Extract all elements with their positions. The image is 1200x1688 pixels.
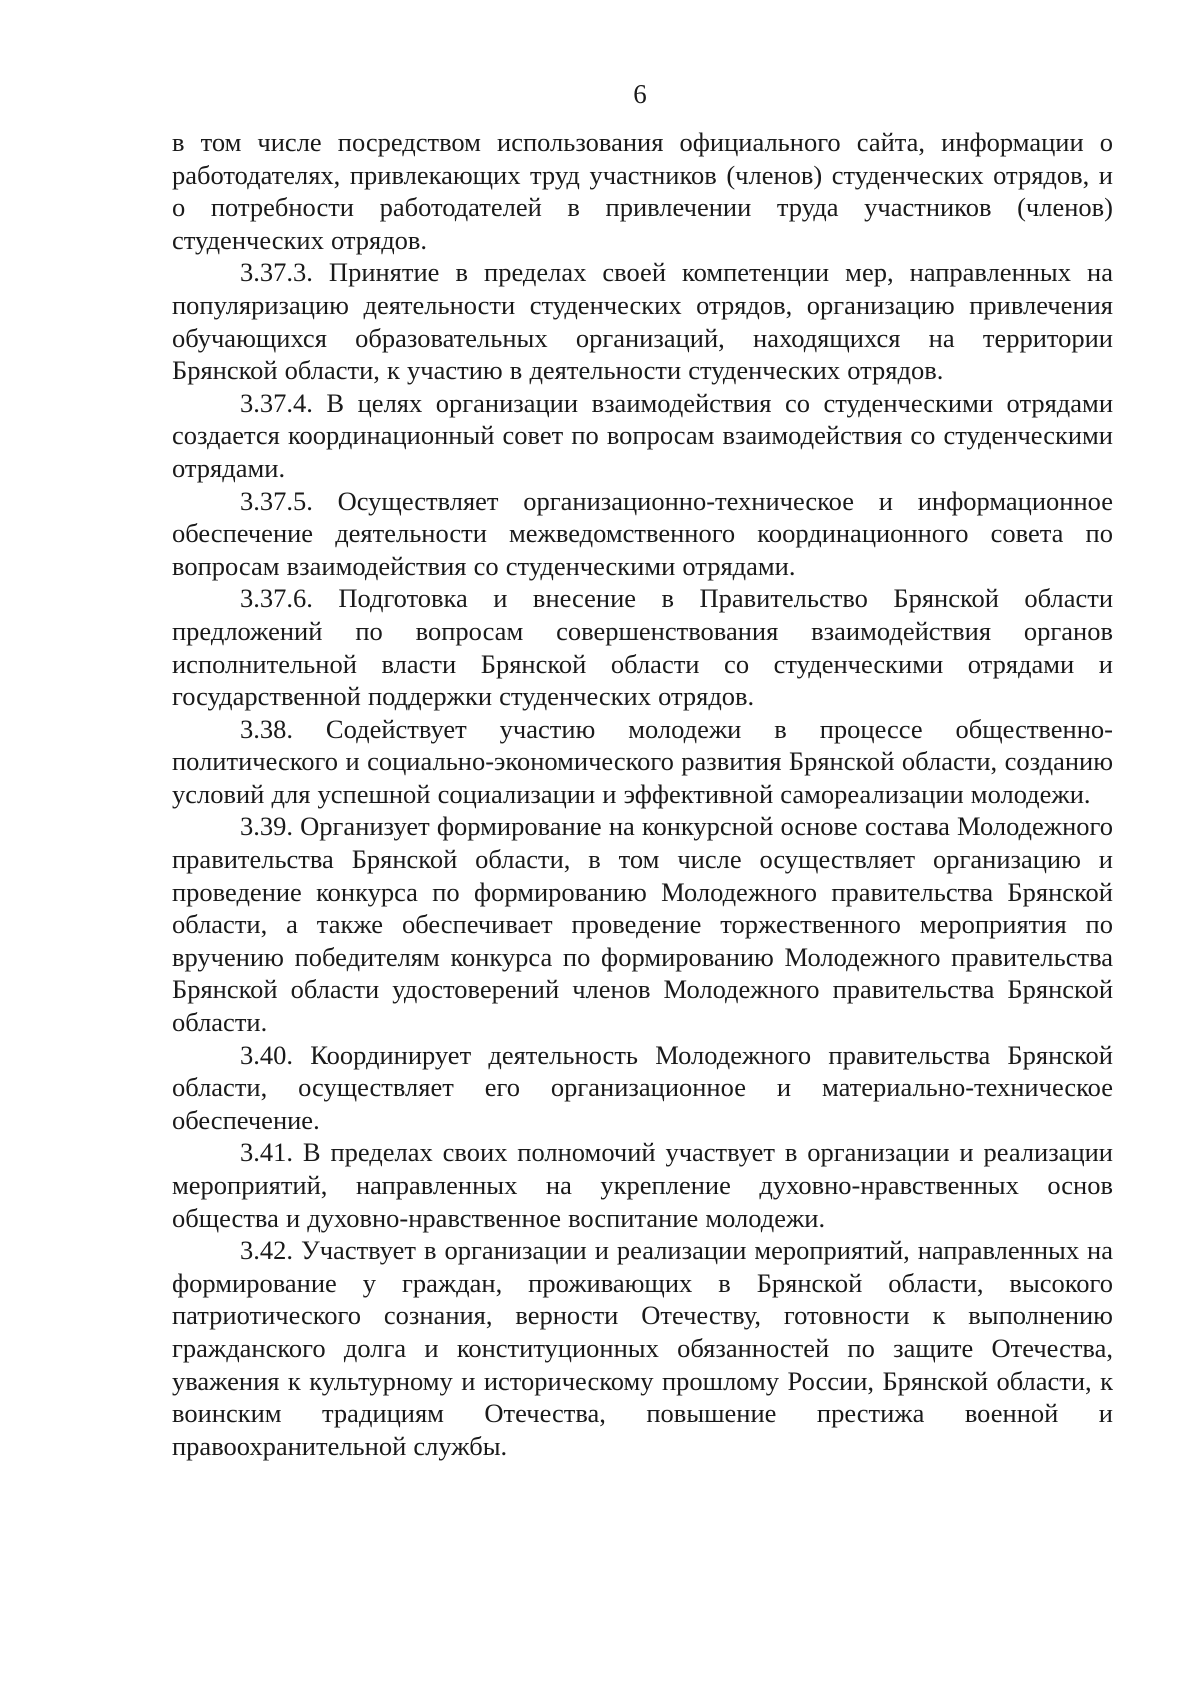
paragraph-3-41: 3.41. В пределах своих полномочий участвует в организации и реализации мероприятий, направленных на укрепление духовно-нравственных основ общества и духовно-нравственное воспитание молодежи.: [172, 1137, 1113, 1233]
paragraph-3-37-3: 3.37.3. Принятие в пределах своей компетенции мер, направленных на популяризацию деятельности студенческих отрядов, организацию привлечения обучающихся образовательных организаций, находящихся на территории Брянской области, к участию в деятельности студенческих отрядов.: [172, 257, 1113, 386]
paragraph-3-42: 3.42. Участвует в организации и реализации мероприятий, направленных на формирование у граждан, проживающих в Брянской области, высокого патриотического сознания, верности Отечеству, готовности к выполнению гражданского долга и конституционных обязанностей по защите Отечества, уважения к культурному и историческому прошлому России, Брянской области, к воинским традициям Отечества, повышение престижа военной и правоохранительной службы.: [172, 1235, 1113, 1461]
page-number: 6: [633, 79, 647, 109]
paragraph-continuation: в том числе посредством использования официального сайта, информации о работодателях, привлекающих труд участников (членов) студенческих отрядов, и о потребности работодателей в привлечении труда участников (членов) студенческих отрядов.: [172, 127, 1113, 255]
paragraph-3-37-4: 3.37.4. В целях организации взаимодействия со студенческими отрядами создается координационный совет по вопросам взаимодействия со студенческими отрядами.: [172, 387, 1113, 483]
paragraph-3-39: 3.39. Организует формирование на конкурсной основе состава Молодежного правительства Брянской области, в том числе осуществляет организацию и проведение конкурса по формированию Молодежного правительства Брянской области, а также обеспечивает проведение торжественного мероприятия по вручению победителям конкурса по формированию Молодежного правительства Брянской области удостоверений членов Молодежного правительства Брянской области.: [172, 811, 1113, 1038]
paragraph-3-37-6: 3.37.6. Подготовка и внесение в Правительство Брянской области предложений по вопросам совершенствования взаимодействия органов исполнительной власти Брянской области со студенческими отрядами и государственной поддержки студенческих отрядов.: [172, 583, 1113, 712]
paragraph-3-37-5: 3.37.5. Осуществляет организационно-техническое и информационное обеспечение деятельности межведомственного координационного совета по вопросам взаимодействия со студенческими отрядами.: [172, 485, 1113, 581]
document-body: [172, 126, 1113, 1462]
paragraph-3-38: 3.38. Содействует участию молодежи в процессе общественно-политического и социально-экономического развития Брянской области, созданию условий для успешной социализации и эффективной самореализации молодежи.: [172, 713, 1113, 809]
paragraph-3-40: 3.40. Координирует деятельность Молодежного правительства Брянской области, осуществляет его организационное и материально-техническое обеспечение.: [172, 1039, 1113, 1135]
